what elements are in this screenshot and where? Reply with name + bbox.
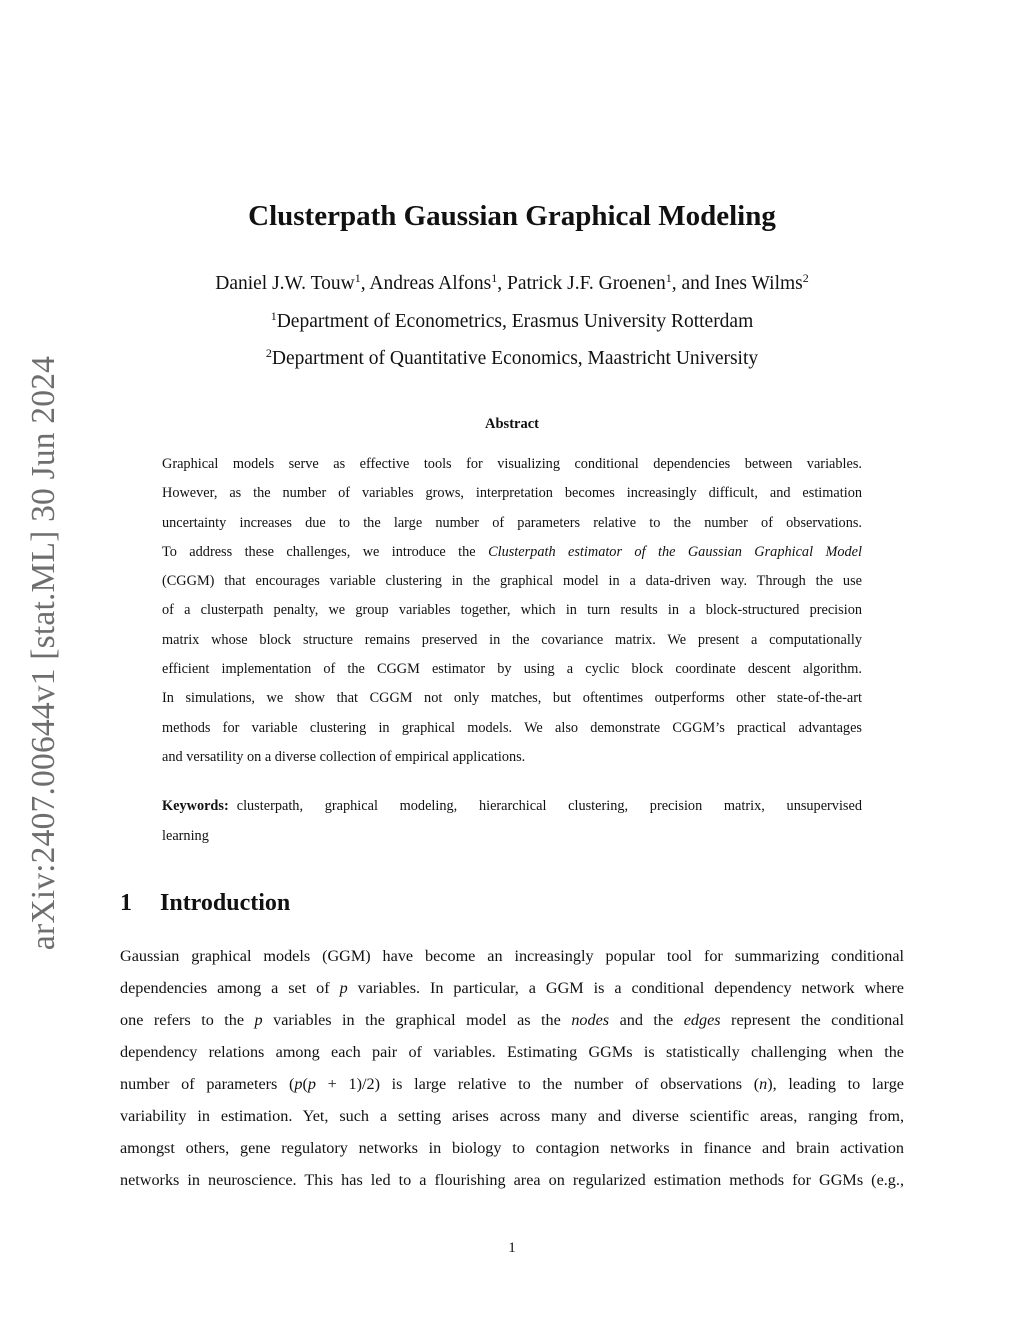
arxiv-identifier-text: arXiv:2407.00644v1 [stat.ML] 30 Jun 2024 [25,355,62,951]
paper-title: Clusterpath Gaussian Graphical Modeling [248,200,776,232]
abstract-line: However, as the number of variables grows, interpretation becomes increasingly difficult, and estimation [162,485,862,502]
affiliation-marker: 1 [270,309,277,323]
text-run: variables in the graphical model as the [262,1010,572,1029]
author-name: Patrick J.F. Groenen [507,273,666,294]
affiliation-line [0,311,1024,333]
abstract-line: and versatility on a diverse collection of empirical applications. [162,748,526,765]
text-run: represent the conditional [720,1010,904,1029]
section-title: Introduction [160,890,291,916]
paragraph-line [120,1005,904,1037]
author-list [0,273,1024,295]
author-name: Daniel J.W. Touw [215,273,355,294]
keywords-block [162,792,862,851]
author-separator: , [497,273,507,294]
paragraph-line: Gaussian graphical models (GGM) have become an increasingly popular tool for summarizing conditional [120,947,904,965]
abstract-line: matrix whose block structure remains preserved in the covariance matrix. We present a computationally [162,631,862,648]
keywords-text: clusterpath, graphical modeling, hierarchical clustering, precision matrix, unsupervised [236,798,862,814]
text-run: ( [302,1074,308,1093]
section-number: 1 [120,890,132,916]
abstract-body [162,450,862,772]
abstract-line: of a clusterpath penalty, we group variables together, which in turn results in a block-structured precision [162,602,862,619]
arxiv-identifier-stamp [22,352,66,954]
author-name: Andreas Alfons [369,273,492,294]
author-affiliation-marker: 1 [665,271,672,285]
abstract-line: In simulations, we show that CGGM not only matches, but oftentimes outperforms other state-of-the-art [162,690,862,707]
keywords-line: learning [162,827,209,844]
paragraph-line: variability in estimation. Yet, such a setting arises across many and diverse scientific areas, ranging from, [120,1106,904,1125]
affiliation-marker: 2 [265,346,272,360]
emphasis-term: nodes [571,1010,610,1029]
abstract-heading: Abstract [485,416,539,432]
affiliation-text: Department of Econometrics, Erasmus University Rotterdam [276,311,754,332]
affiliation-text: Department of Quantitative Economics, Maastricht University [271,348,759,369]
paragraph-line [120,1069,904,1101]
abstract-line: (CGGM) that encourages variable clustering in the graphical model in a data-driven way. Through the use [162,573,862,590]
keywords-label: Keywords: [162,798,229,814]
abstract-line: efficient implementation of the CGGM estimator by using a cyclic block coordinate descent algorithm. [162,661,862,678]
math-variable: p [307,1074,316,1093]
abstract-line: methods for variable clustering in graphical models. We also demonstrate CGGM’s practical advantages [162,719,862,736]
paragraph-line: networks in neuroscience. This has led to a flourishing area on regularized estimation methods for GGMs (e.g., [120,1170,904,1189]
author-name: Ines Wilms [714,273,803,294]
author-separator: , [360,273,370,294]
emphasis-term: edges [683,1010,721,1029]
section-heading [120,890,290,917]
introduction-paragraph [120,941,904,1197]
abstract-text: To address these challenges, we introduce the [162,543,489,560]
math-variable: n [759,1074,768,1093]
paragraph-line: dependency relations among each pair of variables. Estimating GGMs is statistically challenging when the [120,1042,904,1061]
text-run: number of parameters ( [120,1074,295,1093]
math-variable: p [294,1074,303,1093]
author-affiliation-marker: 1 [491,271,498,285]
text-run: dependencies among a set of [120,978,340,997]
affiliation-line [0,348,1024,370]
abstract-line [162,538,862,567]
author-separator: , and [671,273,715,294]
author-affiliation-marker: 2 [802,271,809,285]
math-variable: p [254,1010,263,1029]
keywords-line [162,792,862,822]
paragraph-line: amongst others, gene regulatory networks in biology to contagion networks in finance and brain activation [120,1138,904,1157]
text-run: variables. In particular, a GGM is a conditional dependency network where [347,978,904,997]
author-affiliation-marker: 1 [354,271,361,285]
abstract-line: Graphical models serve as effective tools for visualizing conditional dependencies between variables. [162,456,862,472]
math-variable: p [339,978,348,997]
page-number: 1 [508,1240,516,1256]
abstract-line: uncertainty increases due to the large number of parameters relative to the number of observations. [162,514,862,531]
text-run: one refers to the [120,1010,255,1029]
text-run: + 1)/2) is large relative to the number of observations ( [315,1074,760,1093]
paragraph-line [120,973,904,1005]
text-run: and the [609,1010,684,1029]
text-run: ), leading to large [767,1074,904,1093]
estimator-name: Clusterpath estimator of the Gaussian Graphical Model [488,543,862,560]
